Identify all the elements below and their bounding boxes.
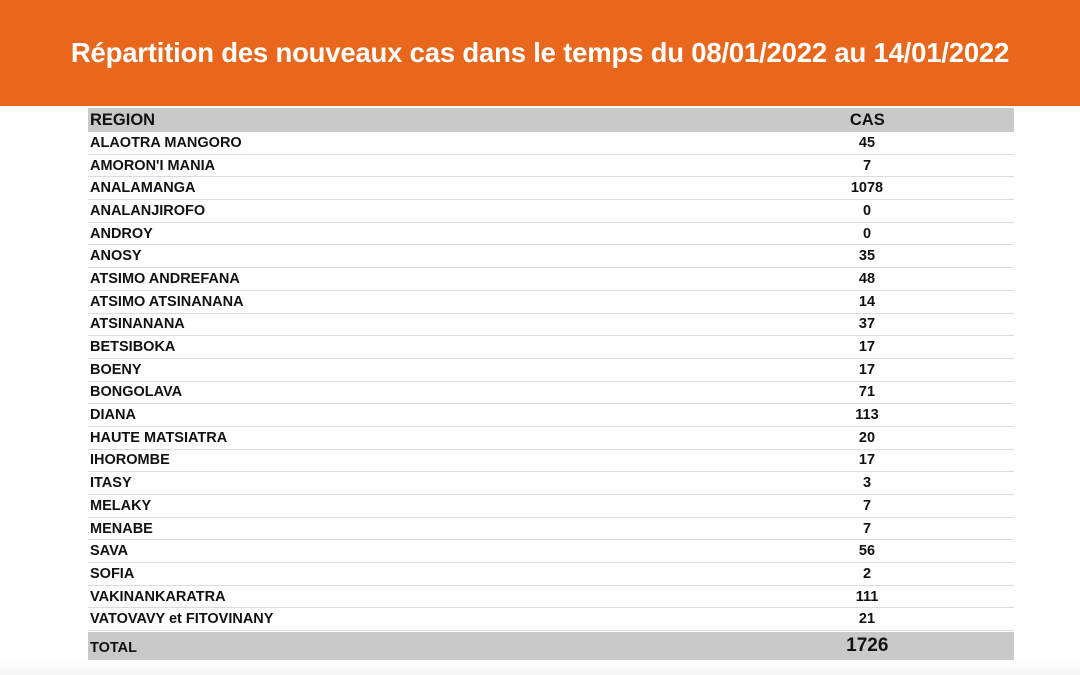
region-cell: MENABE <box>88 518 720 541</box>
table-row <box>88 268 1014 291</box>
cas-cell: 7 <box>720 518 1014 541</box>
total-row <box>88 632 1014 660</box>
cas-cell: 1078 <box>720 177 1014 200</box>
column-header-region: REGION <box>90 110 156 129</box>
region-cell: BONGOLAVA <box>88 382 720 405</box>
region-cell: DIANA <box>88 404 720 427</box>
page-title: Répartition des nouveaux cas dans le temps du 08/01/2022 au 14/01/2022 <box>70 37 1010 68</box>
cas-cell: 0 <box>720 200 1014 223</box>
region-cell: ALAOTRA MANGORO <box>88 132 720 155</box>
region-cell: ANALAMANGA <box>88 177 720 200</box>
cas-cell: 20 <box>720 427 1014 450</box>
total-label: TOTAL <box>90 640 137 657</box>
table-row <box>88 314 1014 337</box>
table-row <box>88 359 1014 382</box>
table-row <box>88 223 1014 246</box>
region-cell: VAKINANKARATRA <box>88 586 720 609</box>
table-row <box>88 200 1014 223</box>
cas-cell: 3 <box>720 472 1014 495</box>
table-row <box>88 155 1014 178</box>
table-row <box>88 540 1014 563</box>
cases-table <box>88 108 1014 660</box>
table-body <box>88 132 1014 631</box>
total-value: 1726 <box>846 635 889 657</box>
cas-cell: 35 <box>720 245 1014 268</box>
table-row <box>88 472 1014 495</box>
region-cell: ANDROY <box>88 223 720 246</box>
cas-cell: 37 <box>720 314 1014 337</box>
cas-cell: 17 <box>720 450 1014 473</box>
cas-cell: 113 <box>720 404 1014 427</box>
region-cell: MELAKY <box>88 495 720 518</box>
cas-cell: 21 <box>720 608 1014 631</box>
region-cell: SAVA <box>88 540 720 563</box>
cas-cell: 7 <box>720 155 1014 178</box>
cas-cell: 7 <box>720 495 1014 518</box>
table-row <box>88 608 1014 631</box>
region-cell: ANOSY <box>88 245 720 268</box>
footer-decoration <box>0 660 1080 675</box>
region-cell: ANALANJIROFO <box>88 200 720 223</box>
table-row <box>88 450 1014 473</box>
cas-cell: 14 <box>720 291 1014 314</box>
region-cell: BOENY <box>88 359 720 382</box>
table-header <box>88 108 1014 132</box>
table-row <box>88 245 1014 268</box>
region-cell: ATSIMO ANDREFANA <box>88 268 720 291</box>
column-header-cas: CAS <box>849 110 885 129</box>
table-row <box>88 336 1014 359</box>
table-row <box>88 563 1014 586</box>
table-row <box>88 518 1014 541</box>
region-cell: BETSIBOKA <box>88 336 720 359</box>
cas-cell: 2 <box>720 563 1014 586</box>
cas-cell: 48 <box>720 268 1014 291</box>
table-row <box>88 177 1014 200</box>
table-row <box>88 382 1014 405</box>
region-cell: AMORON'I MANIA <box>88 155 720 178</box>
region-cell: ITASY <box>88 472 720 495</box>
region-cell: SOFIA <box>88 563 720 586</box>
cas-cell: 17 <box>720 336 1014 359</box>
title-banner <box>0 0 1080 106</box>
cas-cell: 111 <box>720 586 1014 609</box>
cas-cell: 71 <box>720 382 1014 405</box>
region-cell: ATSINANANA <box>88 314 720 337</box>
region-cell: HAUTE MATSIATRA <box>88 427 720 450</box>
region-cell: ATSIMO ATSINANANA <box>88 291 720 314</box>
table-row <box>88 132 1014 155</box>
cas-cell: 56 <box>720 540 1014 563</box>
cas-cell: 0 <box>720 223 1014 246</box>
table-row <box>88 404 1014 427</box>
cas-cell: 45 <box>720 132 1014 155</box>
table-row <box>88 586 1014 609</box>
table-row <box>88 427 1014 450</box>
region-cell: VATOVAVY et FITOVINANY <box>88 608 720 631</box>
table-row <box>88 291 1014 314</box>
cas-cell: 17 <box>720 359 1014 382</box>
table-row <box>88 495 1014 518</box>
region-cell: IHOROMBE <box>88 450 720 473</box>
